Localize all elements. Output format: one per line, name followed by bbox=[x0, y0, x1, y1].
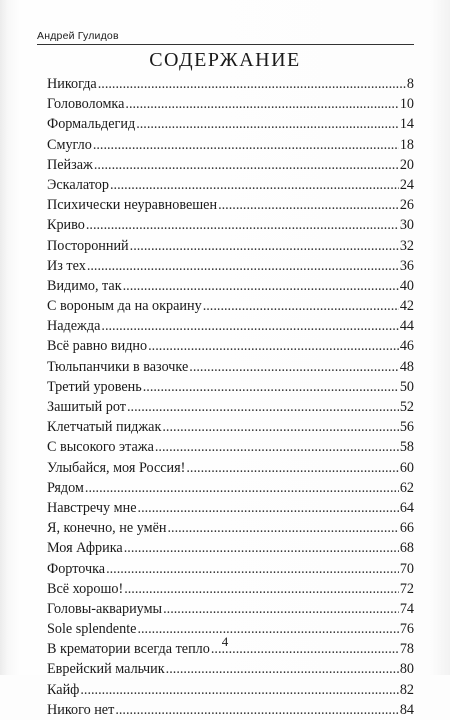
toc-entry-page: 42 bbox=[399, 298, 414, 315]
toc-entry-title: Головы-аквариумы bbox=[47, 600, 163, 617]
dot-leader bbox=[155, 437, 399, 457]
toc-entry-title: Навстречу мне bbox=[47, 499, 137, 516]
toc-entry-page: 64 bbox=[399, 499, 414, 516]
toc-entry bbox=[47, 276, 414, 296]
toc-entry bbox=[47, 538, 414, 558]
dot-leader bbox=[110, 175, 399, 195]
dot-leader bbox=[94, 155, 399, 175]
toc-entry-page: 8 bbox=[406, 76, 414, 92]
toc-entry bbox=[47, 114, 414, 134]
toc-entry-page: 24 bbox=[399, 176, 414, 193]
toc-entry bbox=[47, 659, 414, 679]
toc-entry bbox=[47, 135, 414, 155]
toc-entry-page: 44 bbox=[399, 318, 414, 335]
toc-entry-title: Никогда bbox=[47, 76, 97, 92]
dot-leader bbox=[124, 538, 399, 558]
toc-entry-page: 40 bbox=[399, 277, 414, 294]
dot-leader bbox=[162, 417, 398, 437]
toc-entry-page: 62 bbox=[399, 479, 414, 496]
toc-entry-page: 60 bbox=[399, 459, 414, 476]
toc-entry bbox=[47, 680, 414, 700]
toc-entry-page: 72 bbox=[399, 580, 414, 597]
toc-entry bbox=[47, 437, 414, 457]
toc-entry-title: Формальдегид bbox=[47, 116, 136, 133]
dot-leader bbox=[101, 316, 398, 336]
toc-entry-page: 50 bbox=[399, 378, 414, 395]
toc-entry-page: 70 bbox=[399, 560, 414, 577]
toc-entry-page: 74 bbox=[399, 600, 414, 617]
dot-leader bbox=[203, 296, 399, 316]
toc-entry bbox=[47, 316, 414, 336]
toc-entry-title: Третий уровень bbox=[47, 378, 142, 395]
toc-entry bbox=[47, 256, 414, 276]
toc-entry-title: Смугло bbox=[47, 136, 92, 153]
dot-leader bbox=[163, 599, 399, 619]
toc-entry bbox=[47, 599, 414, 619]
toc-entry-page: 48 bbox=[399, 358, 414, 375]
toc-entry-page: 80 bbox=[399, 661, 414, 678]
toc-entry-page: 66 bbox=[399, 520, 414, 537]
toc-entry-title: Еврейский мальчик bbox=[47, 661, 165, 678]
toc-entry-title: Sole splendente bbox=[47, 621, 137, 638]
dot-leader bbox=[115, 700, 399, 720]
toc-entry-title: Рядом bbox=[47, 479, 84, 496]
dot-leader bbox=[218, 195, 399, 215]
toc-entry-page: 58 bbox=[399, 439, 414, 456]
toc-entry bbox=[47, 458, 414, 478]
toc-entry-title: Посторонний bbox=[47, 237, 129, 254]
dot-leader bbox=[98, 74, 406, 94]
toc-entry-title: Кайф bbox=[47, 681, 80, 698]
toc-entry-title: Я, конечно, не умён bbox=[47, 520, 167, 537]
toc-entry-title: Клетчатый пиджак bbox=[47, 419, 162, 436]
toc-entry-page: 68 bbox=[399, 540, 414, 557]
dot-leader bbox=[167, 518, 398, 538]
toc-entry bbox=[47, 518, 414, 538]
toc-entry-page: 36 bbox=[399, 257, 414, 274]
toc-entry-title: Психически неуравновешен bbox=[47, 197, 218, 214]
toc-entry-page: 32 bbox=[399, 237, 414, 254]
toc-entry bbox=[47, 94, 414, 114]
toc-entry-page: 46 bbox=[399, 338, 414, 355]
toc-entry bbox=[47, 296, 414, 316]
toc-entry-title: Головоломка bbox=[47, 96, 125, 113]
toc-entry-title: Всё равно видно bbox=[47, 338, 148, 355]
toc-entry bbox=[47, 397, 414, 417]
page-number: 4 bbox=[221, 634, 229, 649]
toc-entry-page: 10 bbox=[399, 96, 414, 113]
toc-entry bbox=[47, 195, 414, 215]
toc-entry-page: 82 bbox=[399, 681, 414, 698]
toc-entry-title: Всё хорошо! bbox=[47, 580, 124, 597]
toc-entry-page: 56 bbox=[399, 419, 414, 436]
toc-title: СОДЕРЖАНИЕ bbox=[149, 49, 301, 71]
dot-leader bbox=[189, 357, 399, 377]
toc-entry bbox=[47, 236, 414, 256]
toc-entry bbox=[47, 175, 414, 195]
dot-leader bbox=[93, 135, 399, 155]
toc-entry-title: Из тех bbox=[47, 257, 86, 274]
dot-leader bbox=[106, 559, 399, 579]
toc-entry-title: Моя Африка bbox=[47, 540, 123, 557]
toc-entry-page: 76 bbox=[399, 621, 414, 638]
toc-entry-title: В крематории всегда тепло bbox=[47, 641, 210, 658]
toc-entry-title: Криво bbox=[47, 217, 85, 234]
toc-entry bbox=[47, 336, 414, 356]
toc-entry bbox=[47, 155, 414, 175]
dot-leader bbox=[124, 579, 399, 599]
toc-entry-page: 30 bbox=[399, 217, 414, 234]
dot-leader bbox=[123, 276, 399, 296]
dot-leader bbox=[138, 498, 399, 518]
dot-leader bbox=[148, 336, 399, 356]
dot-leader bbox=[127, 397, 399, 417]
dot-leader bbox=[85, 478, 399, 498]
toc-entry-title: Эскалатор bbox=[47, 176, 109, 193]
dot-leader bbox=[143, 377, 399, 397]
running-head-author: Андрей Гулидов bbox=[37, 30, 119, 42]
header-rule bbox=[37, 44, 414, 45]
toc-entry-title: С вороным да на окраину bbox=[47, 298, 202, 315]
toc-entry-title: Видимо, так bbox=[47, 277, 122, 294]
toc-entry-page: 84 bbox=[399, 701, 414, 718]
toc-entry-title: Никого нет bbox=[47, 701, 115, 718]
toc-entry-title: Зашитый рот bbox=[47, 399, 126, 415]
toc-entry bbox=[47, 579, 414, 599]
toc-entry-title: Форточка bbox=[47, 560, 106, 577]
toc-entry bbox=[47, 559, 414, 579]
toc-list bbox=[47, 74, 414, 720]
toc-entry-page: 78 bbox=[399, 641, 414, 658]
toc-entry-title: Улыбайся, моя Россия! bbox=[47, 459, 186, 476]
dot-leader bbox=[136, 114, 399, 134]
toc-entry-title: С высокого этажа bbox=[47, 439, 154, 456]
toc-entry-page: 14 bbox=[399, 116, 414, 133]
toc-entry-title: Тюльпанчики в вазочке bbox=[47, 358, 189, 375]
toc-entry bbox=[47, 215, 414, 235]
dot-leader bbox=[186, 458, 398, 478]
dot-leader bbox=[166, 659, 399, 679]
toc-entry-title: Надежда bbox=[47, 318, 101, 335]
dot-leader bbox=[86, 215, 399, 235]
dot-leader bbox=[80, 680, 398, 700]
toc-entry bbox=[47, 417, 414, 437]
toc-entry-page: 52 bbox=[399, 399, 414, 415]
toc-entry bbox=[47, 377, 414, 397]
toc-entry-page: 20 bbox=[399, 156, 414, 173]
toc-entry bbox=[47, 498, 414, 518]
dot-leader bbox=[125, 94, 398, 114]
dot-leader bbox=[130, 236, 399, 256]
dot-leader bbox=[87, 256, 399, 276]
toc-entry-title: Пейзаж bbox=[47, 156, 93, 173]
toc-entry-page: 26 bbox=[399, 197, 414, 214]
toc-entry bbox=[47, 700, 414, 720]
toc-entry-page: 18 bbox=[399, 136, 414, 153]
toc-entry bbox=[47, 478, 414, 498]
toc-entry bbox=[47, 74, 414, 94]
toc-entry bbox=[47, 357, 414, 377]
